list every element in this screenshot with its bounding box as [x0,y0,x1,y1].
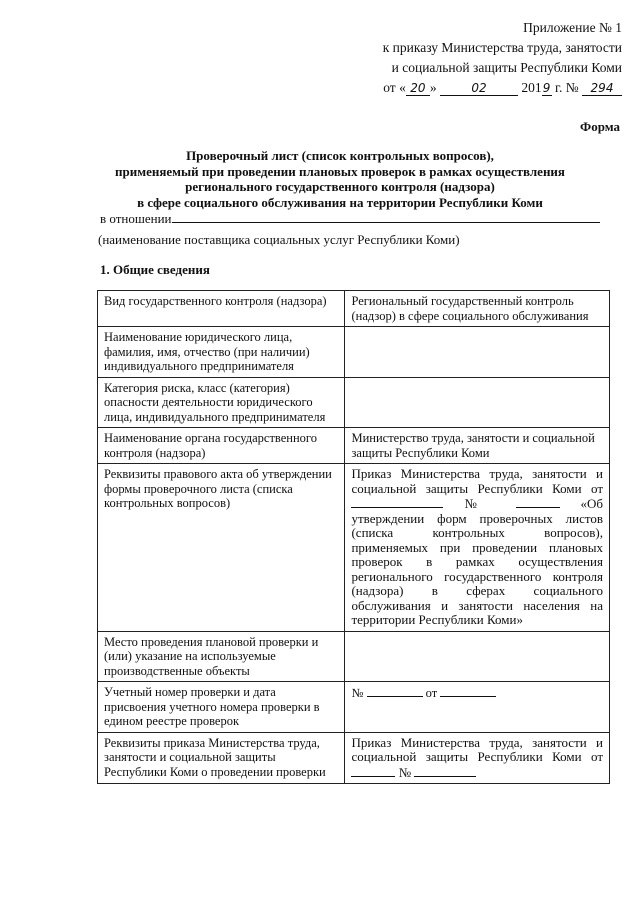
legal-act-text-b: «Об утверждении форм проверочных листов (списка контрольных вопросов), применяемых при проведении плановых проверок в рамках осуществления регионального государственного контроля (надзора) в сферах социального обслуживания и занятости населения на территории Республики Коми» [351,496,604,627]
inspection-order-number-blank [414,765,476,777]
section-title: 1. Общие сведения [100,262,210,277]
registry-date-blank [440,685,496,697]
date-mid: » [429,80,437,95]
registry-from: от [425,686,438,700]
appendix-number: Приложение № 1 [523,20,622,35]
appendix-order-line2: и социальной защиты Республики Коми [391,60,622,75]
legal-act-no: № [464,496,495,511]
table-row [98,464,610,632]
legal-act-text-a: Приказ Министерства труда, занятости и социальной защиты Республики Коми от [351,466,603,496]
title-line-1: Проверочный лист (список контрольных вопросов), [186,148,494,163]
appendix-order-line1: к приказу Министерства труда, занятости [382,40,622,55]
entity-name-label: Наименование юридического лица, фамилия, имя, отчество (при наличии) индивидуального предпринимателя [98,327,345,378]
table-row [98,682,610,733]
date-number-prefix: г. № [554,80,579,95]
legal-act-label: Реквизиты правового акта об утверждении формы проверочного листа (списка контрольных вопросов) [98,464,345,632]
handwritten-year-digit: 9 [542,81,551,95]
document-title [100,148,580,210]
table-row [98,291,610,327]
inspection-place-label: Место проведения плановой проверки и (или) указание на используемые производственные объекты [98,631,345,682]
registry-number-label: Учетный номер проверки и дата присвоения учетного номера проверки в едином реестре проверок [98,682,345,733]
risk-category-label: Категория риска, класс (категория) опасности деятельности юридического лица, индивидуального предпринимателя [98,377,345,428]
legal-act-value [345,464,610,632]
inspection-order-no: № [398,764,412,780]
handwritten-order-number: 294 [582,81,622,96]
table-row [98,428,610,464]
provider-caption: (наименование поставщика социальных услуг Республики Коми) [98,232,460,247]
control-type-value: Региональный государственный контроль (надзор) в сфере социального обслуживания [345,291,610,327]
in-relation-line [100,210,600,227]
date-year-prefix: 201 [521,80,542,95]
authority-name-value: Министерство труда, занятости и социальной защиты Республики Коми [345,428,610,464]
general-info-table [97,290,610,784]
inspection-order-date-blank [351,765,395,777]
title-line-2: применяемый при проведении плановых проверок в рамках осуществления [115,163,565,179]
handwritten-day: 20 [406,81,430,96]
inspection-order-label: Реквизиты приказа Министерства труда, занятости и социальной защиты Республики Коми о проведении проверки [98,732,345,784]
in-relation-blank [172,210,600,223]
entity-name-value [345,327,610,378]
legal-act-number-blank [516,496,560,508]
registry-number-blank [367,685,423,697]
handwritten-month: 02 [440,81,518,96]
appendix-header [322,18,622,98]
inspection-order-value [345,732,610,784]
form-label: Форма [580,119,620,134]
table-row [98,631,610,682]
title-line-3: регионального государственного контроля (надзора) [185,179,495,194]
inspection-place-value [345,631,610,682]
appendix-date-line [322,78,622,98]
title-line-4: в сфере социального обслуживания на территории Республики Коми [137,194,543,210]
date-prefix: от « [383,80,406,95]
authority-name-label: Наименование органа государственного контроля (надзора) [98,428,345,464]
registry-number-value [345,682,610,733]
legal-act-date-blank [351,496,443,508]
in-relation-label: в отношении [100,211,172,226]
control-type-label: Вид государственного контроля (надзора) [98,291,345,327]
risk-category-value [345,377,610,428]
table-row [98,377,610,428]
inspection-order-text: Приказ Министерства труда, занятости и социальной защиты Республики Коми от [351,734,603,764]
registry-no: № [351,686,364,700]
table-row [98,732,610,784]
table-row [98,327,610,378]
